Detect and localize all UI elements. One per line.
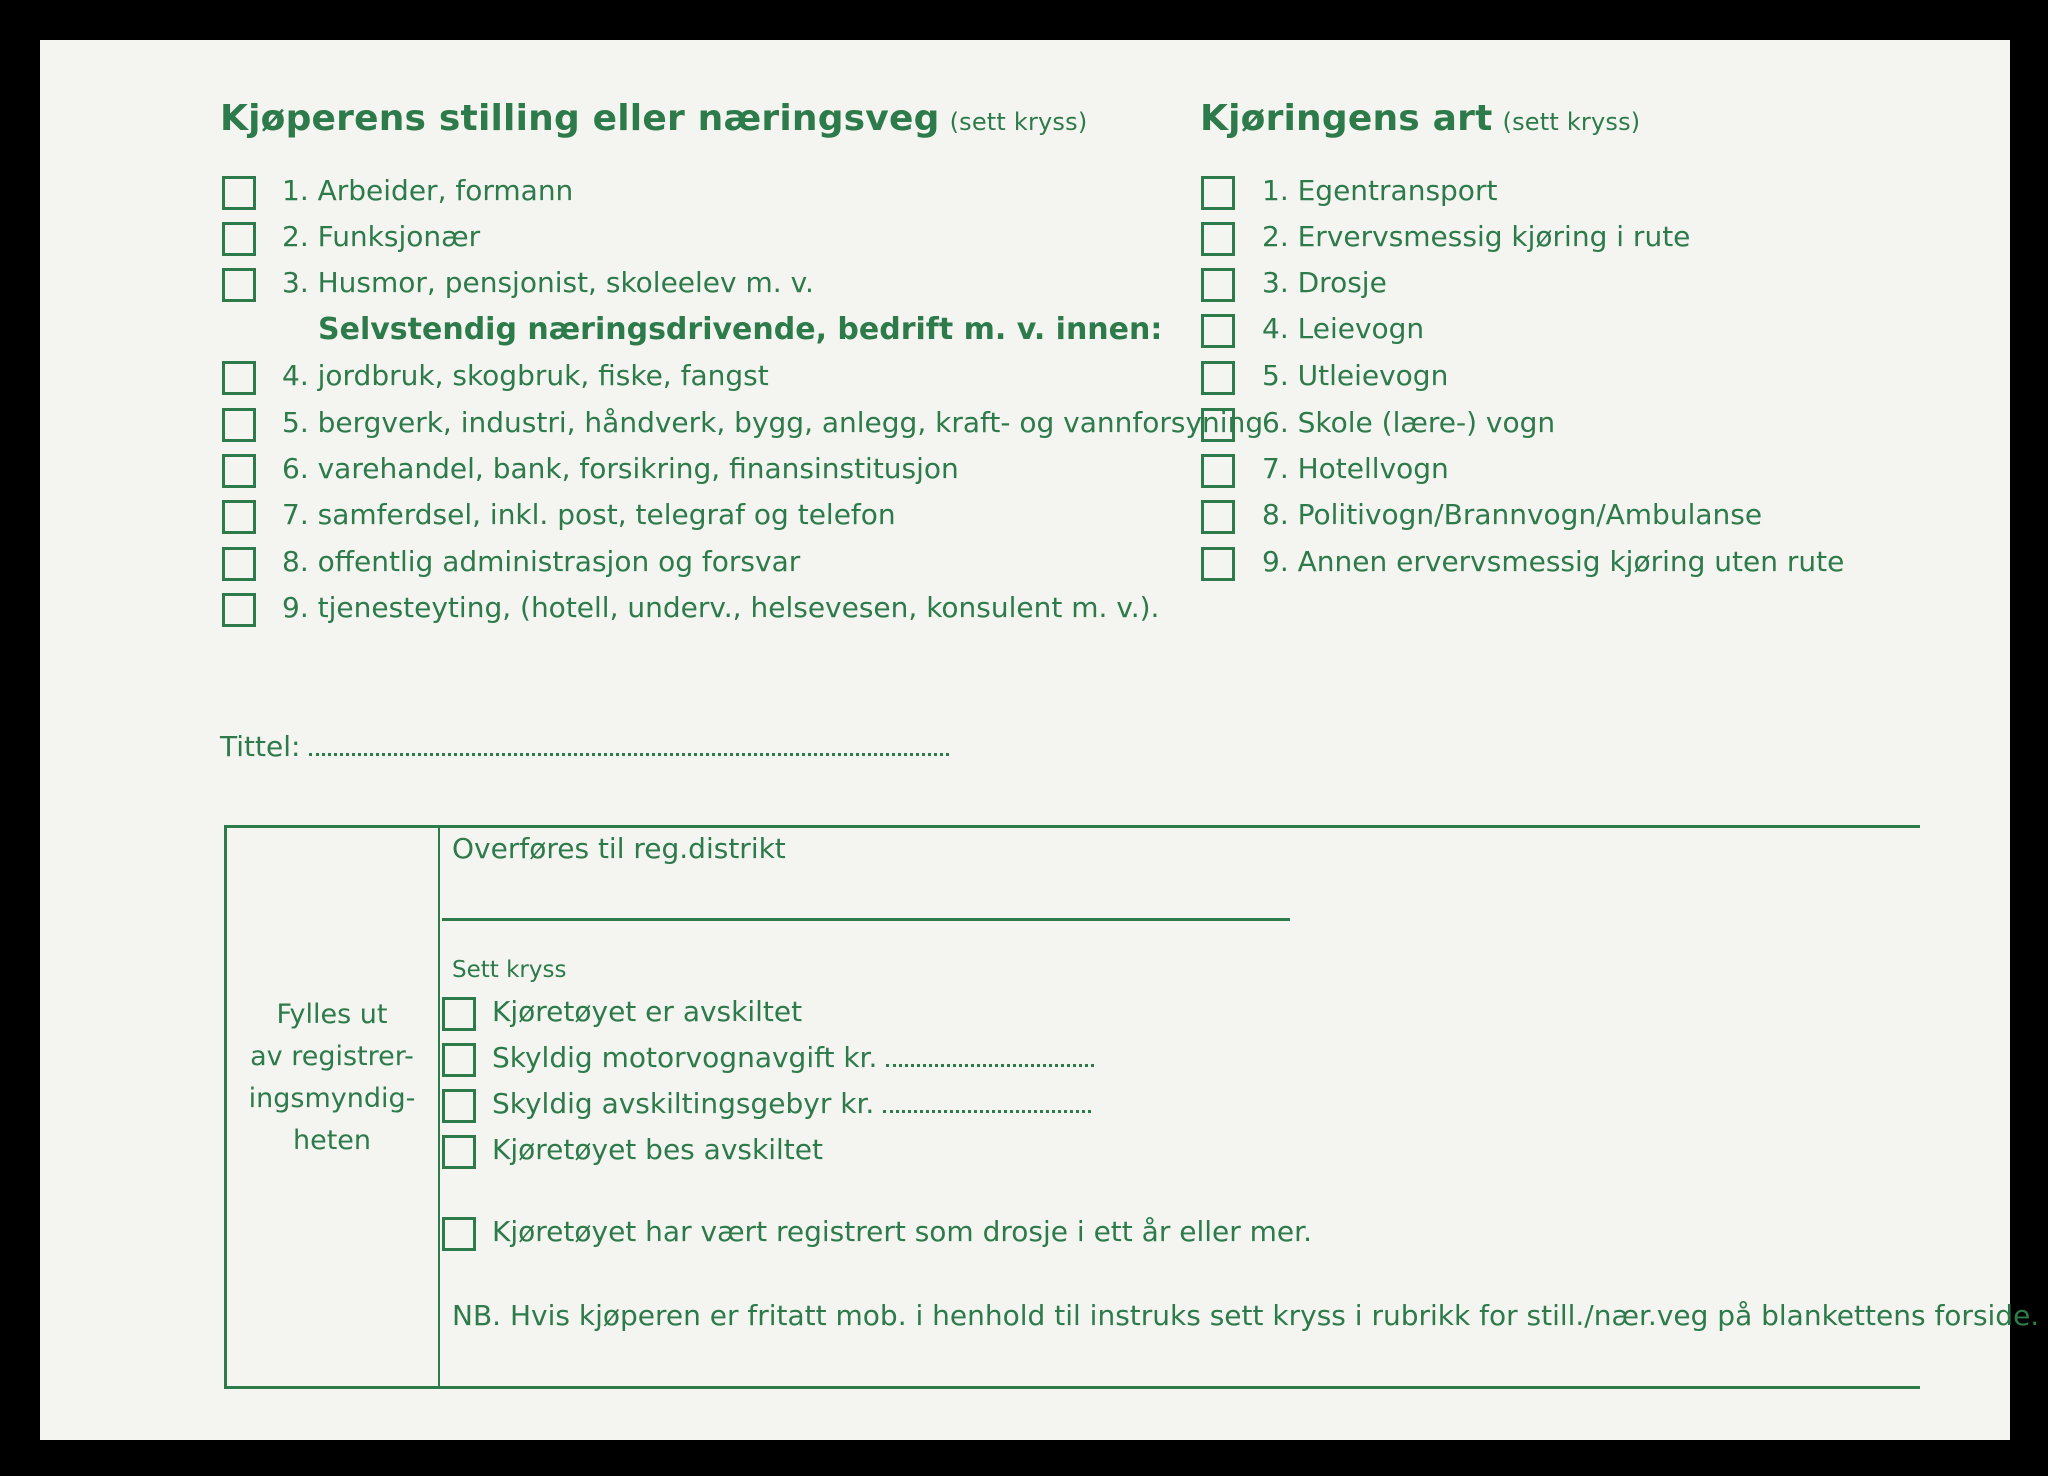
occupation-option-8: 8. offentlig administrasjon og forsvar xyxy=(282,545,801,578)
box-left-rule xyxy=(224,825,227,1389)
occupation-checkbox-1[interactable] xyxy=(222,176,256,210)
side-label-line-3: ingsmyndig- xyxy=(248,1083,416,1114)
title-input[interactable] xyxy=(309,753,949,756)
deregistered-label: Kjøretøyet er avskiltet xyxy=(492,995,803,1028)
occupation-option-6: 6. varehandel, bank, forsikring, finansinstitusjon xyxy=(282,452,959,485)
box-bottom-rule xyxy=(224,1386,1920,1389)
nb-note: NB. Hvis kjøperen er fritatt mob. i henhold til instruks sett kryss i rubrikk for still./nær.veg på blankettens forside. xyxy=(452,1299,2040,1332)
side-label-line-1: Fylles ut xyxy=(276,999,388,1030)
motor-tax-field xyxy=(492,1041,1094,1074)
driving-checkbox-1[interactable] xyxy=(1201,176,1235,210)
occupation-checkbox-9[interactable] xyxy=(222,593,256,627)
occupation-option-9: 9. tjenesteyting, (hotell, underv., helsevesen, konsulent m. v.). xyxy=(282,591,1160,624)
sett-kryss-label: Sett kryss xyxy=(452,957,567,983)
occupation-option-2: 2. Funksjonær xyxy=(282,220,481,253)
authority-side-label xyxy=(228,994,436,1162)
motor-tax-label: Skyldig motorvognavgift kr. xyxy=(492,1041,878,1074)
driving-option-9: 9. Annen ervervsmessig kjøring uten rute xyxy=(1262,545,1845,578)
driving-option-5: 5. Utleievogn xyxy=(1262,359,1449,392)
driving-checkbox-9[interactable] xyxy=(1201,547,1235,581)
driving-option-8: 8. Politivogn/Brannvogn/Ambulanse xyxy=(1262,498,1763,531)
occupation-checkbox-5[interactable] xyxy=(222,408,256,442)
buyer-occupation-heading xyxy=(220,98,1087,139)
side-label-line-4: heten xyxy=(292,1125,372,1156)
plate-fee-checkbox[interactable] xyxy=(442,1089,476,1123)
buyer-occupation-title: Kjøperens stilling eller næringsveg xyxy=(220,98,940,139)
driving-option-4: 4. Leievogn xyxy=(1262,312,1425,345)
occupation-option-3: 3. Husmor, pensjonist, skoleelev m. v. xyxy=(282,266,814,299)
driving-type-title: Kjøringens art xyxy=(1200,98,1493,139)
driving-type-note: (sett kryss) xyxy=(1502,108,1641,136)
plate-fee-label: Skyldig avskiltingsgebyr kr. xyxy=(492,1087,875,1120)
request-deregister-label: Kjøretøyet bes avskiltet xyxy=(492,1133,823,1166)
buyer-occupation-note: (sett kryss) xyxy=(949,108,1088,136)
plate-fee-field xyxy=(492,1087,1091,1120)
occupation-checkbox-6[interactable] xyxy=(222,454,256,488)
transfer-district-input[interactable] xyxy=(442,918,1290,921)
driving-checkbox-7[interactable] xyxy=(1201,454,1235,488)
title-field xyxy=(220,730,949,763)
driving-checkbox-3[interactable] xyxy=(1201,268,1235,302)
driving-checkbox-5[interactable] xyxy=(1201,361,1235,395)
occupation-checkbox-3[interactable] xyxy=(222,268,256,302)
motor-tax-input[interactable] xyxy=(886,1064,1094,1067)
box-divider xyxy=(438,825,440,1389)
driving-checkbox-8[interactable] xyxy=(1201,500,1235,534)
side-label-line-2: av registrer- xyxy=(250,1041,414,1072)
occupation-checkbox-7[interactable] xyxy=(222,500,256,534)
form-page xyxy=(40,40,2040,1440)
title-label: Tittel: xyxy=(220,730,301,763)
driving-checkbox-2[interactable] xyxy=(1201,222,1235,256)
taxi-history-label: Kjøretøyet har vært registrert som drosje i ett år eller mer. xyxy=(492,1215,1312,1248)
request-deregister-checkbox[interactable] xyxy=(442,1135,476,1169)
deregistered-checkbox[interactable] xyxy=(442,997,476,1031)
occupation-checkbox-4[interactable] xyxy=(222,361,256,395)
driving-option-3: 3. Drosje xyxy=(1262,266,1387,299)
motor-tax-checkbox[interactable] xyxy=(442,1043,476,1077)
driving-option-6: 6. Skole (lære-) vogn xyxy=(1262,406,1556,439)
driving-checkbox-6[interactable] xyxy=(1201,408,1235,442)
occupation-checkbox-8[interactable] xyxy=(222,547,256,581)
occupation-checkbox-2[interactable] xyxy=(222,222,256,256)
occupation-option-4: 4. jordbruk, skogbruk, fiske, fangst xyxy=(282,359,769,392)
plate-fee-input[interactable] xyxy=(883,1110,1091,1113)
occupation-option-7: 7. samferdsel, inkl. post, telegraf og telefon xyxy=(282,498,896,531)
occupation-option-1: 1. Arbeider, formann xyxy=(282,174,574,207)
box-top-rule xyxy=(224,825,1920,828)
driving-option-7: 7. Hotellvogn xyxy=(1262,452,1449,485)
driving-checkbox-4[interactable] xyxy=(1201,314,1235,348)
taxi-history-checkbox[interactable] xyxy=(442,1217,476,1251)
driving-type-heading xyxy=(1200,98,1640,139)
self-employed-subheading: Selvstendig næringsdrivende, bedrift m. v. innen: xyxy=(318,312,1163,347)
transfer-label: Overføres til reg.distrikt xyxy=(452,832,786,865)
occupation-option-5: 5. bergverk, industri, håndverk, bygg, anlegg, kraft- og vannforsyning xyxy=(282,406,1264,439)
driving-option-1: 1. Egentransport xyxy=(1262,174,1498,207)
driving-option-2: 2. Ervervsmessig kjøring i rute xyxy=(1262,220,1691,253)
